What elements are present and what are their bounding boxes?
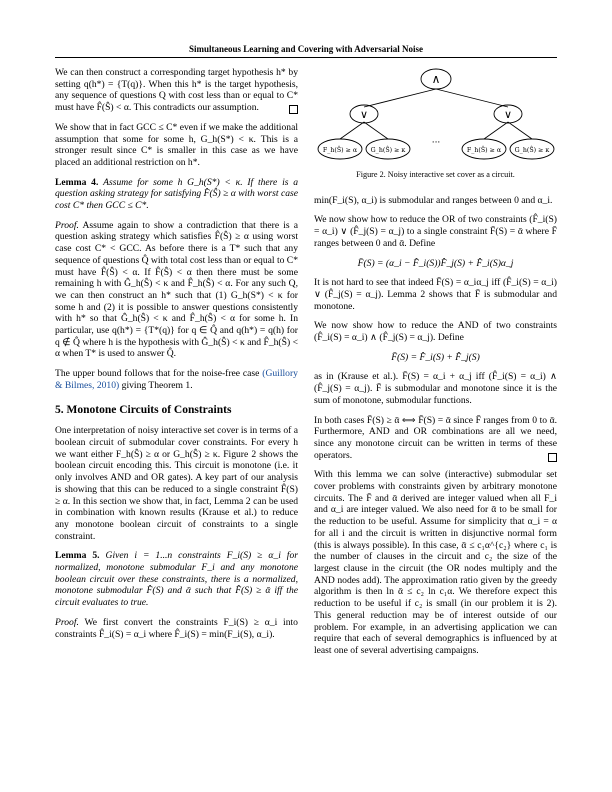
proof: Proof. We first convert the constraints F_i(S) ≥ α_i into constraints F̂_i(S) = α_i where F̂_i(S) = min(F_i(S), α_i). — [55, 616, 298, 640]
right-column — [314, 67, 557, 665]
running-header: Simultaneous Learning and Covering with Adversarial Noise — [188, 44, 424, 54]
section-title: 5. Monotone Circuits of Constraints — [55, 403, 232, 416]
qed-icon — [548, 453, 557, 462]
figure-caption: Figure 2. Noisy interactive set cover as a circuit. — [356, 170, 515, 179]
paragraph: One interpretation of noisy interactive set cover is in terms of a boolean circuit of submodular cover constraints. For every h we want either F_h(Ŝ) ≥ α or G_h(Ŝ) ≥ κ. Figure 2 shows the boolean circuit encoding this. This circuit is monotone (i.e. it only involves AND and OR gates). A key part of our analysis is showing that this can be reduced to a single constraint F̂(S) ≥ α. In this section we show that, in fact, Lemma 2 can be used in combination with known results (Krause et al.) to reduce any monotone boolean circuit of constraints to a single constraint. — [55, 425, 298, 542]
paragraph: We show that in fact GCC ≤ C* even if we make the additional assumption that some for some h, G_h(S*) < κ. This is a stronger result since C* is smaller in this case as we have placed an additional restriction on h*. — [55, 121, 298, 168]
leaf-label: F_h(Ŝ) ≥ α — [466, 147, 501, 154]
paragraph: We now show how to reduce the OR of two constraints (F̂_i(S) = α_i) ∨ (F̂_j(S) = α_j) to a single constraint F̄(S) = ᾱ where F̄ ranges between 0 and ᾱ. Define — [314, 214, 557, 249]
paragraph: It is not hard to see that indeed F̄(S) = α_iα_j iff (F̂_i(S) = α_i) ∨ (F̂_j(S) = α_j). Lemma 2 shows that F̄ is submodular and monotone. — [314, 277, 557, 312]
circuit-figure — [316, 67, 556, 163]
equation: F̄(S) = (α_i − F̂_i(S))F̂_j(S) + F̂_i(S)α_j — [357, 257, 514, 269]
paragraph: We can then construct a corresponding target hypothesis h* by setting q(h*) = {T(q)}. When this h* is the target hypothesis, any sequence of questions Q with cost less than or equal to C* must have F̂(Ŝ) < α. This contradicts our assumption. — [55, 67, 298, 114]
paragraph: min(F_i(S), α_i) is submodular and ranges between 0 and α_i. — [314, 194, 553, 206]
ellipsis: ··· — [431, 138, 440, 148]
left-column — [55, 67, 298, 648]
equation: F̄(S) = F̂_i(S) + F̂_j(S) — [391, 351, 480, 363]
paragraph: With this lemma we can solve (interactive) submodular set cover problems with constraints given by arbitrary monotone circuits. The F̄ and ᾱ derived are integer valued when all F_i and α_i are integer valued. We also need for ᾱ to be small for the reduction to be useful. Assume for simplicity that α_i = α for all i and the circuit is written in disjunctive normal form (this is always possible). In this case, ᾱ ≤ c₁α^{c₂} where c₁ is the number of clauses in the circuit and c₂ the size of the largest clause in the circuit (the OR nodes multiply and the AND nodes add). The approximation ratio given by the greedy algorithm is then ln ᾱ ≤ c₂ ln c₁α. We therefore expect this reduction to be useful if c₂ is small (in our problem it is 2). This general reduction may be of interest outside of our problem. For example, in an advertising application we can require that each of several demographics is influenced by at least one of several advertising campaigns. — [314, 469, 557, 656]
paragraph: The upper bound follows that for the noise-free case (Guillory & Bilmes, 2010) giving Theorem 1. — [55, 368, 298, 391]
qed-icon — [289, 105, 298, 114]
paragraph: as in (Krause et al.). F̄(S) = α_i + α_j iff (F̂_i(S) = α_i) ∧ (F̂_j(S) = α_j). F̄ is submodular and monotone since it is the sum of monotone, submodular functions. — [314, 371, 557, 406]
lemma-5: Lemma 5. Given i = 1...n constraints F_i(S) ≥ α_i for normalized, monotone submodular F_i and any monotone boolean circuit over these constraints, there is a normalized, monotone submodular F̂(S) and ᾱ such that F̂(S) ≥ ᾱ iff the circuit evaluates to true. — [55, 550, 299, 609]
leaf-label: G_h(Ŝ) ≥ κ — [370, 147, 405, 154]
leaf-label: F_h(Ŝ) ≥ α — [322, 147, 357, 154]
header-rule — [55, 57, 557, 58]
or-label: ∨ — [503, 108, 512, 121]
paragraph: We now show how to reduce the AND of two constraints (F̂_i(S) = α_i) ∧ (F̂_j(S) = α_j). Define — [314, 320, 557, 344]
leaf-label: G_h(Ŝ) ≥ κ — [514, 147, 549, 154]
and-label: ∧ — [431, 72, 440, 86]
proof: Proof. Assume again to show a contradiction that there is a question asking strategy which satisfies F̂(Ŝ) ≥ α using worst case cost C* < GCC. As before there is a T* such that any sequence of questions Q̂ with total cost less than or equal to C* must have F̂(Ŝ) < α. If F̂(Ŝ) < α then there must be some remaining h with Ĝ_h(Ŝ) < κ and F̂_h(Ŝ) < α. For any such Q, we can then construct an h* such that (1) G_h(S*) < κ for some h and (2) it is possible to answer questions consistently with h* so that Ĝ_h(Ŝ) < κ and F̂_h(Ŝ) < α for some h. In particular, use q(h*) = {T*(q)} for q ∈ Q̂ and q(h*) = q(h) for q ∉ Q̂ where h is the hypothesis with Ĝ_h(Ŝ) < κ and F̂_h(Ŝ) < α when T* is used to answer Q̂. — [55, 219, 298, 360]
citation-link[interactable]: (Guillory & Bilmes, 2010) — [55, 368, 298, 391]
paragraph: In both cases F̄(S) ≥ ᾱ ⟺ F̄(S) = ᾱ since F̄ ranges from 0 to ᾱ. Furthermore, AND and OR combinations are all we need, since any monotone circuit can be written in terms of these operators. — [314, 414, 557, 461]
or-label: ∨ — [359, 108, 368, 121]
lemma-4: Lemma 4. Assume for some h G_h(S*) < κ. If there is a question asking strategy for satisfying F̂(Ŝ) ≥ α with worst case cost C* then GCC ≤ C*. — [55, 176, 299, 212]
